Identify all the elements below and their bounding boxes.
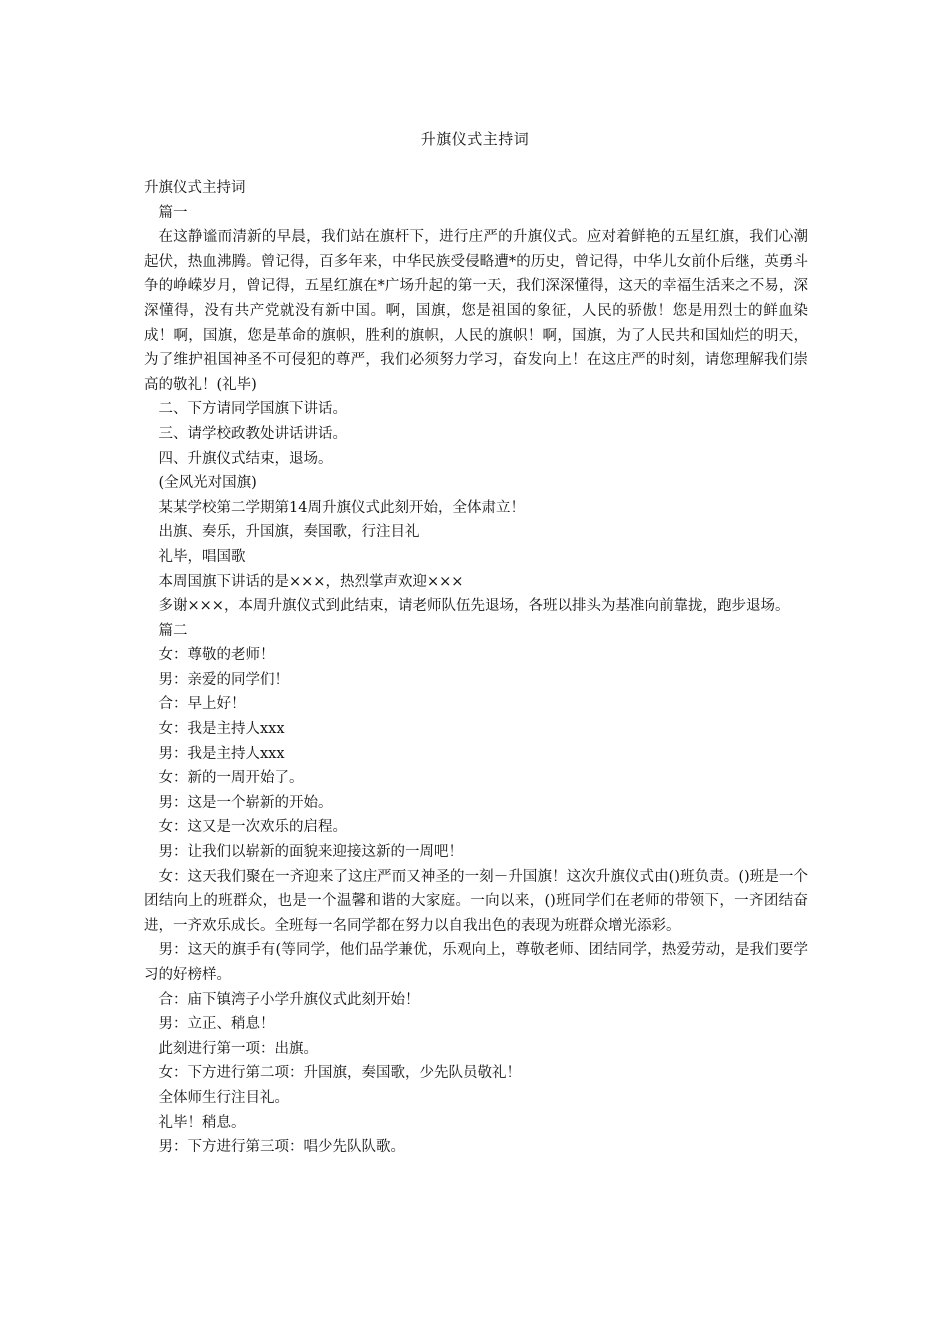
page-title: 升旗仪式主持词 — [420, 130, 530, 148]
paragraph: 此刻进行第一项：出旗。 — [158, 1040, 318, 1057]
paragraph: 男：下方进行第三项：唱少先队队歌。 — [158, 1139, 405, 1156]
paragraph: 女：下方进行第二项：升国旗，奏国歌，少先队员敬礼！ — [158, 1065, 521, 1082]
paragraph: 男：亲爱的同学们！ — [158, 671, 289, 688]
paragraph: 女：这又是一次欢乐的启程。 — [158, 819, 347, 836]
paragraph: 某某学校第二学期第14周升旗仪式此刻开始，全体肃立！ — [158, 499, 525, 516]
paragraph: 女：新的一周开始了。 — [158, 770, 304, 787]
paragraph: 礼毕！稍息。 — [158, 1114, 246, 1131]
paragraph: 出旗、奏乐，升国旗，奏国歌，行注目礼 — [158, 524, 420, 541]
paragraph: 合：庙下镇湾子小学升旗仪式此刻开始！ — [158, 991, 420, 1008]
paragraph: 全体师生行注目礼。 — [158, 1089, 289, 1106]
paragraph: 男：这是一个崭新的开始。 — [158, 794, 333, 811]
paragraph: 篇二 — [158, 622, 188, 639]
paragraph: 二、下方请同学国旗下讲话。 — [158, 401, 347, 418]
paragraph: 女：这天我们聚在一齐迎来了这庄严而又神圣的一刻－升国旗！这次升旗仪式由()班负责。()班是一个团结向上的班群众，也是一个温馨和谐的大家庭。一向以来，()班同学们在老师的带领下，一齐团结奋进，一齐欢乐成长。全班每一名同学都在努力以自我出色的表现为班群众增光添彩。 — [144, 868, 808, 934]
paragraph: 女：尊敬的老师！ — [158, 647, 275, 664]
paragraph: 在这静谧而清新的早晨，我们站在旗杆下，进行庄严的升旗仪式。应对着鲜艳的五星红旗，我们心潮起伏，热血沸腾。曾记得，百多年来，中华民族受侵略遭*的历史，曾记得，中华儿女前仆后继，英勇斗争的峥嵘岁月，曾记得，五星红旗在*广场升起的第一天，我们深深懂得，这天的幸福生活来之不易，深深懂得，没有共产党就没有新中国。啊，国旗，您是祖国的象征，人民的骄傲！您是用烈士的鲜血染成！啊，国旗，您是革命的旗帜，胜利的旗帜，人民的旗帜！啊，国旗，为了人民共和国灿烂的明天，为了维护祖国神圣不可侵犯的尊严，我们必须努力学习，奋发向上！在这庄严的时刻，请您理解我们崇高的敬礼！(礼毕) — [144, 229, 808, 393]
paragraph: 男：立正、稍息！ — [158, 1016, 275, 1033]
paragraph: 男：让我们以崭新的面貌来迎接这新的一周吧！ — [158, 844, 463, 861]
paragraph: 男：我是主持人xxx — [158, 745, 285, 762]
paragraph: 男：这天的旗手有(等同学，他们品学兼优，乐观向上，尊敬老师、团结同学，热爱劳动，是我们要学习的好榜样。 — [144, 942, 808, 983]
paragraph: 礼毕，唱国歌 — [158, 548, 246, 565]
paragraph: (全风光对国旗) — [158, 475, 257, 492]
paragraph: 四、升旗仪式结束，退场。 — [158, 450, 333, 467]
paragraph: 三、请学校政教处讲话讲话。 — [158, 425, 347, 442]
paragraph: 篇一 — [158, 204, 188, 221]
paragraph: 多谢×××，本周升旗仪式到此结束，请老师队伍先退场，各班以排头为基准向前靠拢，跑步退场。 — [158, 598, 790, 615]
paragraph: 本周国旗下讲话的是×××，热烈掌声欢迎××× — [158, 573, 464, 590]
paragraph: 女：我是主持人xxx — [158, 721, 285, 738]
paragraph: 合：早上好！ — [158, 696, 246, 713]
document-body — [144, 176, 808, 1160]
document-heading: 升旗仪式主持词 — [144, 180, 246, 196]
